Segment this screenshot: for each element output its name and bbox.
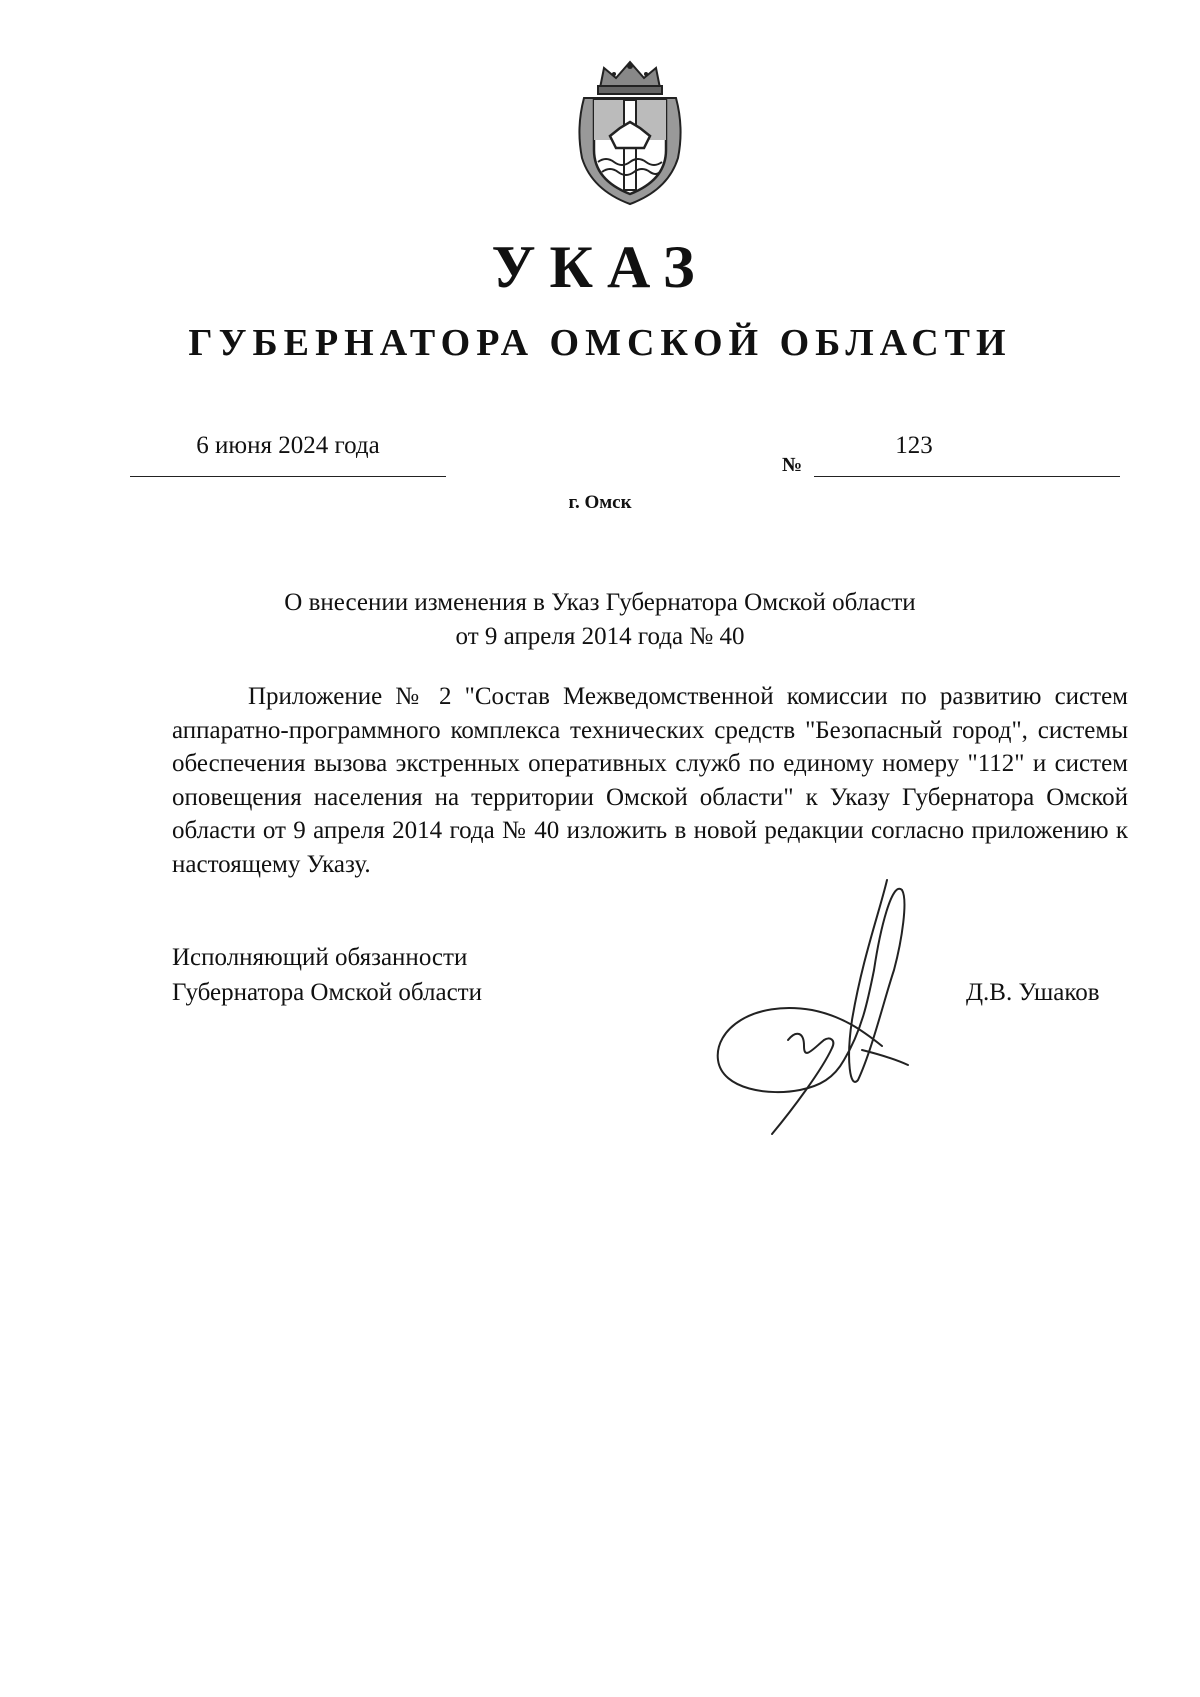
decree-date: 6 июня 2024 года: [196, 432, 380, 459]
number-sign: №: [782, 454, 803, 476]
city-label: г. Омск: [568, 492, 632, 513]
decree-body: [172, 680, 1128, 882]
signer-position: [172, 940, 482, 1010]
decree-subject: [0, 586, 1200, 654]
signer-position-line-2: Губернатора Омской области: [172, 979, 482, 1006]
coat-of-arms-icon: [574, 58, 686, 208]
decree-number: 123: [895, 432, 933, 459]
decree-title: УКАЗ: [491, 234, 709, 300]
number-field: [814, 430, 1120, 477]
body-paragraph: Приложение № 2 "Состав Межведомственной комиссии по развитию систем аппаратно-программного комплекса технических средств "Безопасный город", системы обеспечения вызова экстренных оперативных служб по единому номеру "112" и систем оповещения населения на территории Омской области" к Указу Губернатора Омской области от 9 апреля 2014 года № 40 изложить в новой редакции согласно приложению к настоящему Указу.: [172, 683, 1128, 878]
date-field: [130, 430, 446, 477]
subject-line-2: от 9 апреля 2014 года № 40: [455, 623, 745, 650]
signature-icon: [712, 850, 972, 1140]
signer-position-line-1: Исполняющий обязанности: [172, 944, 468, 971]
decree-issuer: ГУБЕРНАТОРА ОМСКОЙ ОБЛАСТИ: [188, 322, 1012, 364]
signer-name: Д.В. Ушаков: [966, 979, 1100, 1006]
subject-line-1: О внесении изменения в Указ Губернатора Омской области: [284, 589, 916, 616]
